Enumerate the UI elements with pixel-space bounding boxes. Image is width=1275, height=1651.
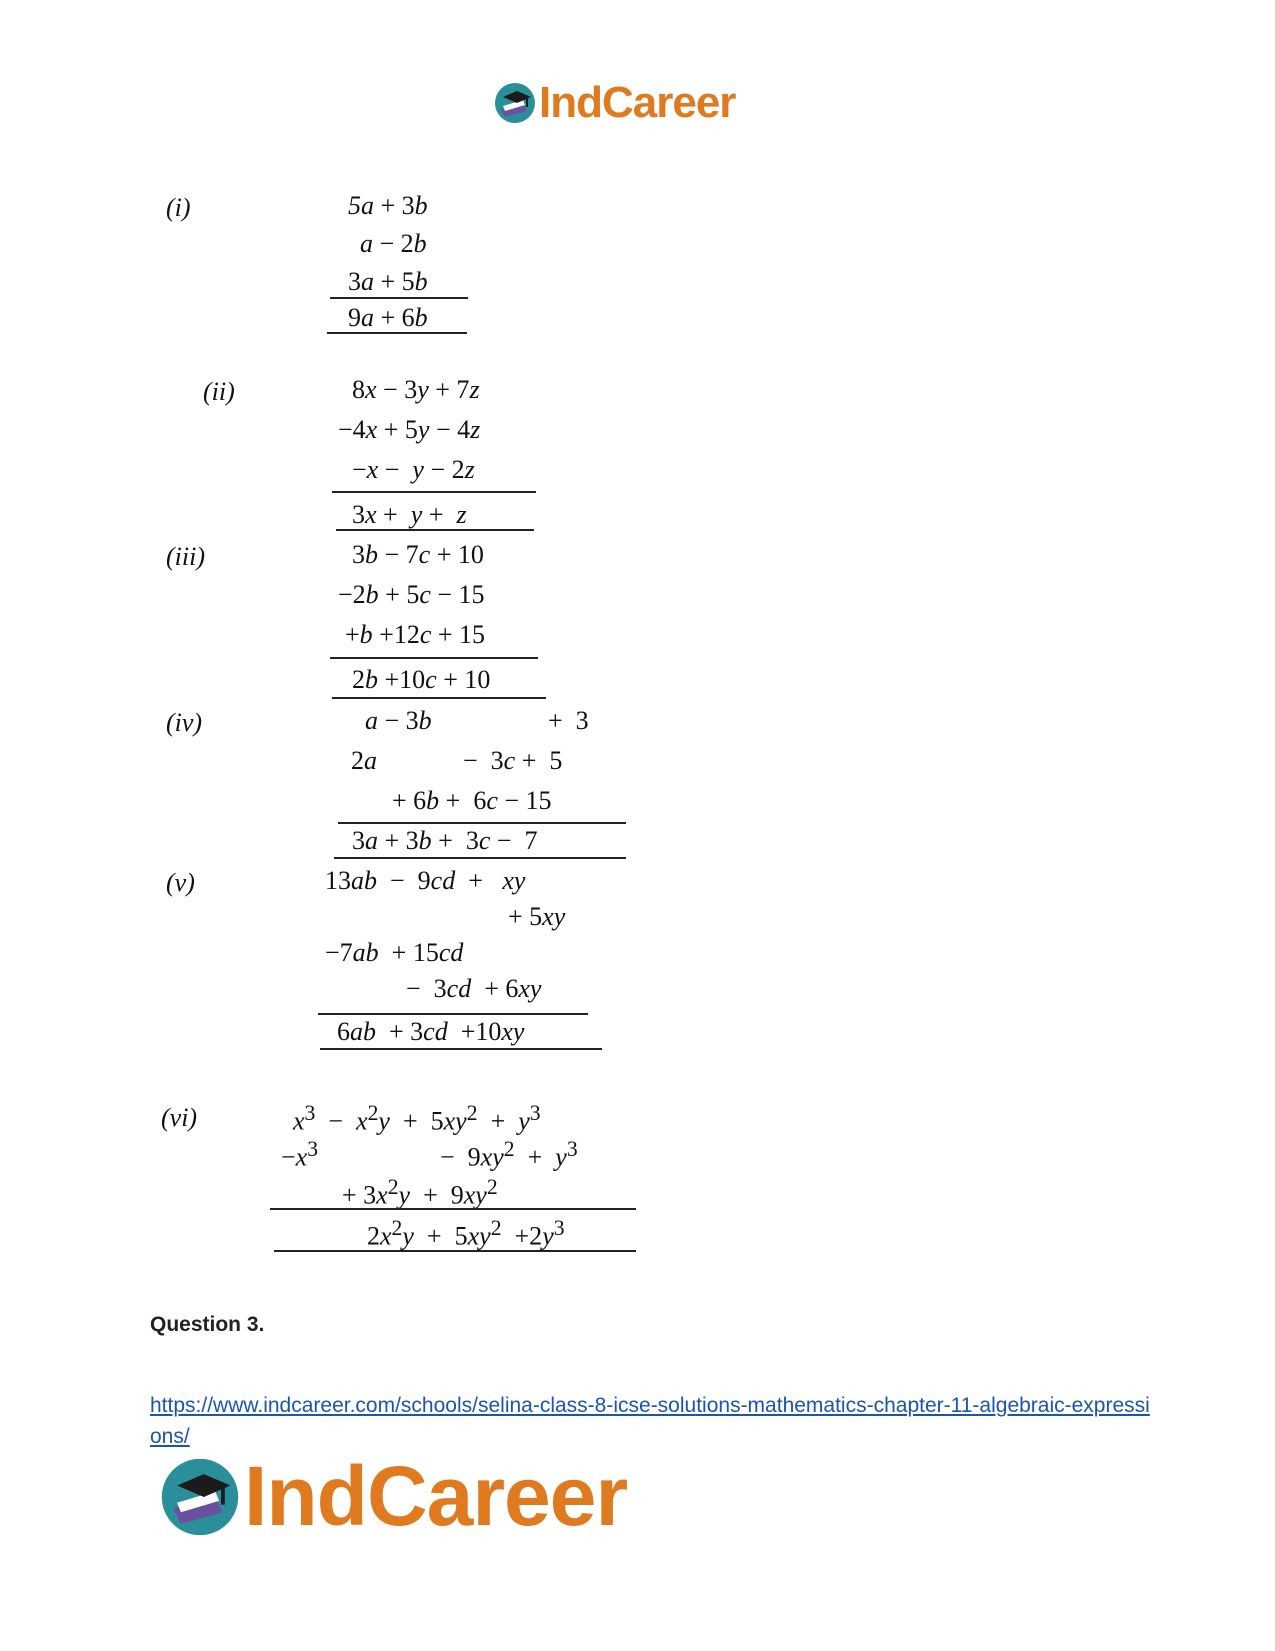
sum-rule: [334, 857, 626, 859]
sum-rule: [270, 1208, 636, 1210]
part-label: (iii): [166, 542, 205, 571]
math-line: −2b + 5c − 15: [338, 580, 485, 609]
part-label: (iv): [166, 708, 203, 737]
source-link[interactable]: https://www.indcareer.com/schools/selina-class-8-icse-solutions-mathematics-chapter-11-algebraic-expressions/: [150, 1394, 1150, 1448]
math-line: a − 3b: [365, 706, 432, 735]
math-line: −7ab + 15cd: [325, 938, 464, 967]
sum-rule: [338, 822, 626, 824]
sum-rule: [336, 529, 534, 531]
sum-line: 3x + y + z: [352, 500, 467, 529]
sum-line: $2x^2y + 5xy^2 +2y^3$: [367, 1216, 565, 1251]
part-label: (vi): [161, 1103, 198, 1132]
math-line: − 3c + 5: [463, 746, 563, 775]
math-line: $x^3 - x^2y + 5xy^2 + y^3$: [293, 1101, 541, 1136]
math-line: 8x − 3y + 7z: [352, 375, 480, 404]
logo-text: IndCareer: [244, 1449, 628, 1543]
math-line: 2a: [351, 746, 377, 775]
sum-rule: [330, 657, 538, 659]
sum-rule: [320, 1048, 602, 1050]
sum-rule: [330, 297, 468, 299]
math-line: 3a + 5b: [348, 267, 428, 296]
sum-rule: [274, 1250, 636, 1252]
footer-logo: [158, 1448, 627, 1545]
math-line: 3b − 7c + 10: [352, 540, 484, 569]
sum-rule: [318, 1013, 588, 1015]
math-line: −4x + 5y − 4z: [338, 415, 481, 444]
math-line: − 3cd + 6xy: [406, 974, 542, 1003]
logo-text: IndCareer: [539, 78, 736, 127]
math-line: −x − y − 2z: [352, 455, 475, 484]
graduation-cap-books-icon: [158, 1455, 242, 1539]
question-heading: Question 3.: [150, 1313, 265, 1336]
sum-line: 3a + 3b + 3c − 7: [352, 826, 538, 855]
sum-line: 9a + 6b: [348, 303, 428, 332]
math-line: + 3: [548, 706, 589, 735]
graduation-cap-books-icon: [493, 81, 537, 125]
math-line: $-x^3$: [281, 1137, 319, 1172]
math-line: a − 2b: [360, 229, 427, 258]
sum-line: 6ab + 3cd +10xy: [337, 1017, 525, 1046]
math-line: + $3x^2y + 9xy^2$: [342, 1175, 498, 1210]
math-line: +b +12c + 15: [345, 620, 486, 649]
sum-line: 2b +10c + 10: [352, 665, 491, 694]
header-logo: [493, 78, 735, 128]
part-label: (ii): [203, 377, 235, 406]
sum-rule: [327, 332, 467, 334]
part-label: (v): [166, 868, 195, 897]
sum-rule: [332, 697, 546, 699]
sum-rule: [332, 491, 536, 493]
math-line: + 6b + 6c − 15: [392, 786, 552, 815]
part-label: (i): [166, 193, 191, 222]
math-line: 5a + 3b: [348, 191, 428, 220]
math-line: 13ab − 9cd + xy: [325, 866, 526, 895]
math-line: − $9xy^2 + y^3$: [440, 1137, 578, 1172]
math-line: + 5xy: [508, 902, 566, 931]
